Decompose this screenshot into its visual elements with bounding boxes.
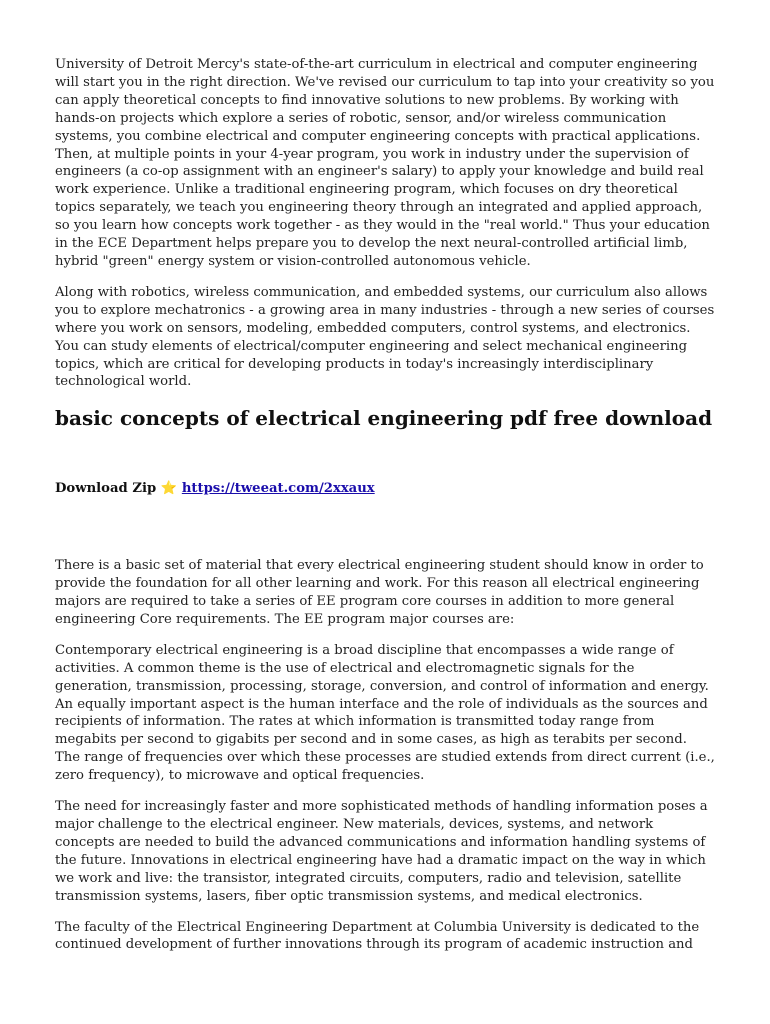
- intro-paragraph-1: University of Detroit Mercy's state-of-the-art curriculum in electrical and computer engineering will start you in the right direction. We've revised our curriculum to tap into your creativity so you can apply theoretical concepts to find innovative solutions to new problems. By working with hands-on projects which explore a series of robotic, sensor, and/or wireless communication systems, you combine electrical and computer engineering concepts with practical applications. Then, at multiple points in your 4-year program, you work in industry under the supervision of engineers (a co-op assignment with an engineer's salary) to apply your knowledge and build real work experience. Unlike a traditional engineering program, which focuses on dry theoretical topics separately, we teach you engineering theory through an integrated and applied approach, so you learn how concepts work together - as they would in the "real world." Thus your education in the ECE Department helps prepare you to develop the next neural-controlled artificial limb, hybrid "green" energy system or vision-controlled autonomous vehicle.: [55, 57, 715, 269]
- body-paragraph-4: The faculty of the Electrical Engineering Department at Columbia University is dedicated to the continued development of further innovations through its program of academic instruction and: [55, 919, 700, 953]
- intro-paragraph-2: Along with robotics, wireless communication, and embedded systems, our curriculum also allows you to explore mechatronics - a growing area in many industries - through a new series of courses where you work on sensors, modeling, embedded computers, control systems, and electronics. You can study elements of electrical/computer engineering and select mechanical engineering topics, which are critical for developing products in today's increasingly interdisciplinary technological world.: [55, 284, 715, 390]
- body-paragraph-1: There is a basic set of material that every electrical engineering student should know in order to provide the foundation for all other learning and work. For this reason all electrical engineering majors are required to take a series of EE program core courses in addition to more general engineering Core requirements. The EE program major courses are:: [55, 558, 704, 627]
- body-paragraph-3: The need for increasingly faster and more sophisticated methods of handling information poses a major challenge to the electrical engineer. New materials, devices, systems, and network concepts are needed to build the advanced communications and information handling systems of the future. Innovations in electrical engineering have had a dramatic impact on the way in which we work and live: the transistor, integrated circuits, computers, radio and television, satellite transmission systems, lasers, fiber optic transmission systems, and medical electronics.: [55, 799, 708, 904]
- document-page: [55, 56, 715, 967]
- body-paragraph-2: Contemporary electrical engineering is a broad discipline that encompasses a wide range of activities. A common theme is the use of electrical and electromagnetic signals for the generation, transmission, processing, storage, conversion, and control of information and energy. An equally important aspect is the human interface and the role of individuals as the sources and recipients of information. The rates at which information is transmitted today range from megabits per second to gigabits per second and in some cases, as high as terabits per second. The range of frequencies over which these processes are studied extends from direct current (i.e., zero frequency), to microwave and optical frequencies.: [55, 642, 715, 784]
- download-line: [55, 480, 715, 498]
- spacer: [55, 498, 715, 557]
- download-label: Download Zip ⭐: [55, 481, 178, 497]
- page-heading: basic concepts of electrical engineering pdf free download: [55, 406, 713, 431]
- download-link[interactable]: https://tweeat.com/2xxaux: [181, 481, 375, 497]
